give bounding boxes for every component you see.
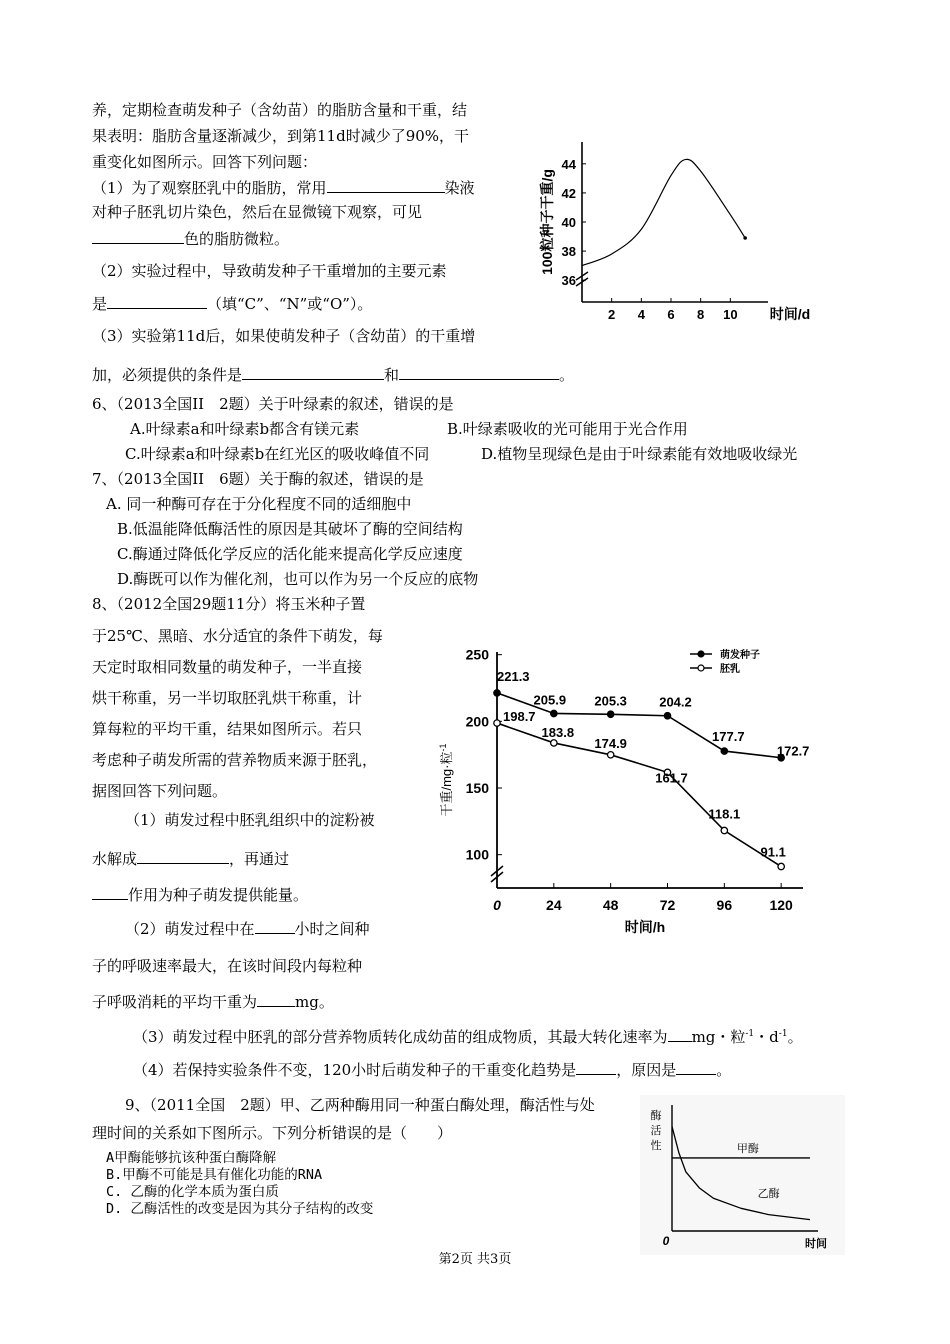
y-axis-label-char: 活 — [650, 1125, 662, 1137]
q5-part3-line2 — [92, 364, 574, 385]
q8-consumption-blank[interactable] — [257, 991, 295, 1007]
legend-marker — [698, 665, 704, 671]
data-label: 198.7 — [503, 709, 536, 725]
q8-interval-blank[interactable] — [255, 918, 295, 934]
data-point — [494, 690, 500, 696]
q9-stem-line1: 9、（2011全国 2题）甲、乙两种酶用同一种蛋白酶处理，酶活性与处 — [125, 1096, 595, 1114]
q8-process-blank[interactable] — [92, 884, 128, 900]
q9-option-d[interactable]: D. 乙酶活性的改变是因为其分子结构的改变 — [106, 1201, 374, 1217]
q5-part2-prefix: 是 — [92, 295, 108, 313]
q8-part1-line2 — [92, 848, 289, 869]
q9-stem-line2: 理时间的关系如下图所示。下列分析错误的是（ ） — [92, 1124, 453, 1142]
q8-text-line6: 考虑种子萌发所需的营养物质来源于胚乳， — [92, 751, 378, 769]
q7-option-a[interactable]: A. 同一种酶可存在于分化程度不同的适细胞中 — [106, 495, 412, 513]
q8-text-line5: 算每粒的平均干重，结果如图所示。若只 — [92, 720, 363, 738]
q8-part3-sup1: -1 — [745, 1029, 755, 1039]
q5-color-blank[interactable] — [92, 228, 184, 244]
q5-stain-blank[interactable] — [327, 177, 445, 193]
q8-part1-suffix: 作用为种子萌发提供能量。 — [128, 886, 309, 904]
y-axis-label-sup: -1 — [438, 743, 448, 752]
legend-label: 胚乳 — [720, 664, 740, 675]
y-tick-label: 200 — [465, 713, 489, 730]
q8-part4-text: （4）若保持实验条件不变，120小时后萌发种子的干重变化趋势是 — [133, 1061, 577, 1079]
q5-text-line3: 重变化如图所示。回答下列问题： — [92, 153, 318, 171]
y-tick-label: 36 — [561, 273, 576, 289]
q8-part4-mid: ，原因是 — [616, 1061, 677, 1079]
q8-part2-line1 — [125, 918, 370, 939]
q5-text-line2: 果表明：脂肪含量逐渐减少，到第11d时减少了90%，干 — [92, 127, 470, 145]
q5-part1-line1 — [92, 177, 475, 198]
q8-part1-prefix: 水解成 — [92, 850, 138, 868]
q5-text-line1: 养，定期检查萌发种子（含幼苗）的脂肪含量和干重，结 — [92, 101, 468, 119]
data-label: 172.7 — [776, 743, 810, 759]
q6-option-a[interactable]: A.叶绿素a和叶绿素b都含有镁元素 — [130, 420, 360, 438]
q8-part3-sup2: -1 — [778, 1029, 788, 1039]
y-axis-label-char: 酶 — [650, 1110, 662, 1122]
q8-part3-unit2: ・d — [754, 1028, 779, 1046]
data-label: 205.3 — [594, 693, 627, 709]
x-tick-label: 10 — [723, 307, 738, 322]
q5-part2-suffix: （填“C”、“N”或“O”）。 — [207, 295, 373, 313]
q8-trend-blank[interactable] — [576, 1059, 616, 1075]
q8-part3-end: 。 — [787, 1028, 803, 1046]
q5-part3-line1: （3）实验第11d后，如果使萌发种子（含幼苗）的干重增 — [92, 327, 476, 345]
q8-part2-prefix2: 子呼吸消耗的平均干重为 — [92, 993, 258, 1011]
q8-part1-line1: （1）萌发过程中胚乳组织中的淀粉被 — [125, 811, 375, 829]
q8-text-line4: 烘干称重，另一半切取胚乳烘干称重，计 — [92, 689, 363, 707]
data-point — [778, 863, 784, 869]
y-tick-label: 100 — [465, 846, 489, 863]
q9-option-a[interactable]: A甲酶能够抗该种蛋白酶降解 — [106, 1150, 277, 1166]
data-point — [551, 710, 557, 716]
data-label: 91.1 — [760, 844, 786, 860]
q7-option-b[interactable]: B.低温能降低酶活性的原因是其破坏了酶的空间结构 — [117, 520, 463, 538]
data-point — [721, 827, 727, 833]
curve-end-point — [743, 236, 747, 240]
data-label: 183.8 — [541, 724, 575, 740]
q5-condition-blank-2[interactable] — [399, 364, 559, 380]
series-line-胚乳 — [497, 723, 781, 866]
x-tick-label: 6 — [667, 307, 675, 322]
data-point — [551, 740, 557, 746]
q5-element-blank[interactable] — [107, 293, 207, 309]
q8-part2-line3 — [92, 991, 334, 1012]
q8-part2-mid: 小时之间种 — [294, 920, 370, 938]
q9-option-b[interactable]: B.甲酶不可能是具有催化功能的RNA — [106, 1167, 323, 1183]
q5-part3-and: 和 — [384, 366, 400, 384]
q5-part3-prefix: 加，必须提供的条件是 — [92, 366, 243, 384]
y-axis-label: 干重/mg·粒$^{-1}$ — [438, 743, 454, 817]
x-tick-label: 72 — [659, 897, 676, 913]
q8-part3-text: （3）萌发过程中胚乳的部分营养物质转化成幼苗的组成物质，其最大转化速率为 — [133, 1028, 668, 1046]
y-tick-label: 42 — [561, 185, 576, 201]
legend-label: 萌发种子 — [720, 650, 760, 661]
data-label: 204.2 — [659, 694, 692, 710]
q8-part1-line3 — [92, 884, 308, 905]
y-tick-label: 40 — [561, 215, 576, 230]
x-tick-label: 96 — [716, 897, 733, 913]
q5-part1-suffix: 染液 — [444, 179, 475, 197]
q8-part3-unit1: mg・粒 — [691, 1028, 746, 1046]
origin-label: 0 — [662, 1234, 670, 1248]
dry-weight-curve — [582, 159, 745, 265]
y-axis-label-char: 性 — [650, 1140, 662, 1152]
x-tick-label: 120 — [769, 897, 793, 913]
y-tick-label: 150 — [465, 780, 489, 796]
data-point — [607, 752, 613, 758]
x-tick-label: 2 — [608, 307, 616, 322]
x-tick-label: 48 — [602, 897, 619, 913]
data-label: 161.7 — [655, 770, 688, 786]
data-point — [664, 713, 670, 719]
x-tick-label: 4 — [637, 307, 645, 322]
q5-part3-end: 。 — [559, 366, 575, 384]
enzyme-activity-chart — [640, 1095, 845, 1255]
q8-hydrolysis-blank[interactable] — [137, 848, 229, 864]
q8-part2-unit: mg。 — [295, 993, 334, 1011]
q7-option-d[interactable]: D.酶既可以作为催化剂，也可以作为另一个反应的底物 — [117, 570, 479, 588]
q6-stem: 6、（2013全国II 2题）关于叶绿素的叙述，错误的是 — [92, 395, 454, 413]
data-point — [607, 711, 613, 717]
q6-option-d[interactable]: D.植物呈现绿色是由于叶绿素能有效地吸收绿光 — [481, 445, 798, 463]
y-tick-label: 250 — [465, 646, 489, 663]
q7-option-c[interactable]: C.酶通过降低化学反应的活化能来提高化学反应速度 — [117, 545, 463, 563]
y-tick-label: 44 — [561, 156, 576, 172]
germination-dry-weight-chart — [435, 640, 835, 945]
x-axis-label: 时间 — [805, 1238, 827, 1250]
q8-text-line7: 据图回答下列问题。 — [92, 782, 228, 800]
q5-part1-prefix: （1）为了观察胚乳中的脂肪，常用 — [92, 179, 327, 197]
series-label: 乙酶 — [757, 1187, 780, 1200]
q5-part1-line3 — [92, 228, 289, 249]
q9-option-c[interactable]: C. 乙酶的化学本质为蛋白质 — [106, 1184, 279, 1200]
x-tick-label: 24 — [546, 897, 562, 913]
y-axis-label: 100粒种子干重/g — [539, 169, 555, 275]
q8-part4-end: 。 — [716, 1061, 732, 1079]
x-axis-label: 时间/h — [624, 919, 666, 935]
y-tick-label: 38 — [561, 244, 576, 260]
q6-option-b[interactable]: B.叶绿素吸收的光可能用于光合作用 — [447, 420, 688, 438]
q8-part4 — [133, 1059, 731, 1080]
x-tick-label: 8 — [697, 307, 705, 322]
q8-text-line1: 8、（2012全国29题11分）将玉米种子置 — [92, 595, 366, 613]
page-footer: 第2页 共3页 — [438, 1252, 512, 1267]
data-label: 174.9 — [594, 735, 627, 751]
data-label: 221.3 — [497, 668, 530, 684]
q5-part2-line2 — [92, 293, 372, 314]
seed-dry-weight-chart — [530, 120, 840, 335]
data-point — [494, 720, 500, 726]
series-label: 甲酶 — [736, 1142, 759, 1155]
q5-condition-blank-1[interactable] — [242, 364, 384, 380]
q8-reason-blank[interactable] — [676, 1059, 716, 1075]
q8-part1-mid: ，再通过 — [229, 850, 290, 868]
x-axis-label: 时间/d — [769, 306, 811, 322]
q8-part2-prefix: （2）萌发过程中在 — [125, 920, 255, 938]
q7-stem: 7、（2013全国II 6题）关于酶的叙述，错误的是 — [92, 470, 424, 488]
q5-part1-color-suffix: 色的脂肪微粒。 — [184, 230, 290, 248]
q6-option-c[interactable]: C.叶绿素a和叶绿素b在红光区的吸收峰值不同 — [125, 445, 430, 463]
data-label: 177.7 — [712, 729, 745, 745]
data-point — [721, 748, 727, 754]
q8-text-line2: 于25℃、黑暗、水分适宜的条件下萌发，每 — [92, 627, 383, 645]
q8-text-line3: 天定时取相同数量的萌发种子，一半直接 — [92, 658, 363, 676]
x-tick-label: 0 — [493, 897, 501, 913]
q8-part3 — [133, 1024, 803, 1047]
legend-marker — [698, 651, 704, 657]
q8-rate-blank[interactable] — [668, 1026, 692, 1042]
data-label: 118.1 — [708, 806, 741, 822]
q5-part2-line1: （2）实验过程中，导致萌发种子干重增加的主要元素 — [92, 262, 447, 280]
q5-part1-line2: 对种子胚乳切片染色，然后在显微镜下观察，可见 — [92, 203, 423, 221]
q8-part2-line2: 子的呼吸速率最大，在该时间段内每粒种 — [92, 957, 363, 975]
data-label: 205.9 — [533, 692, 567, 708]
